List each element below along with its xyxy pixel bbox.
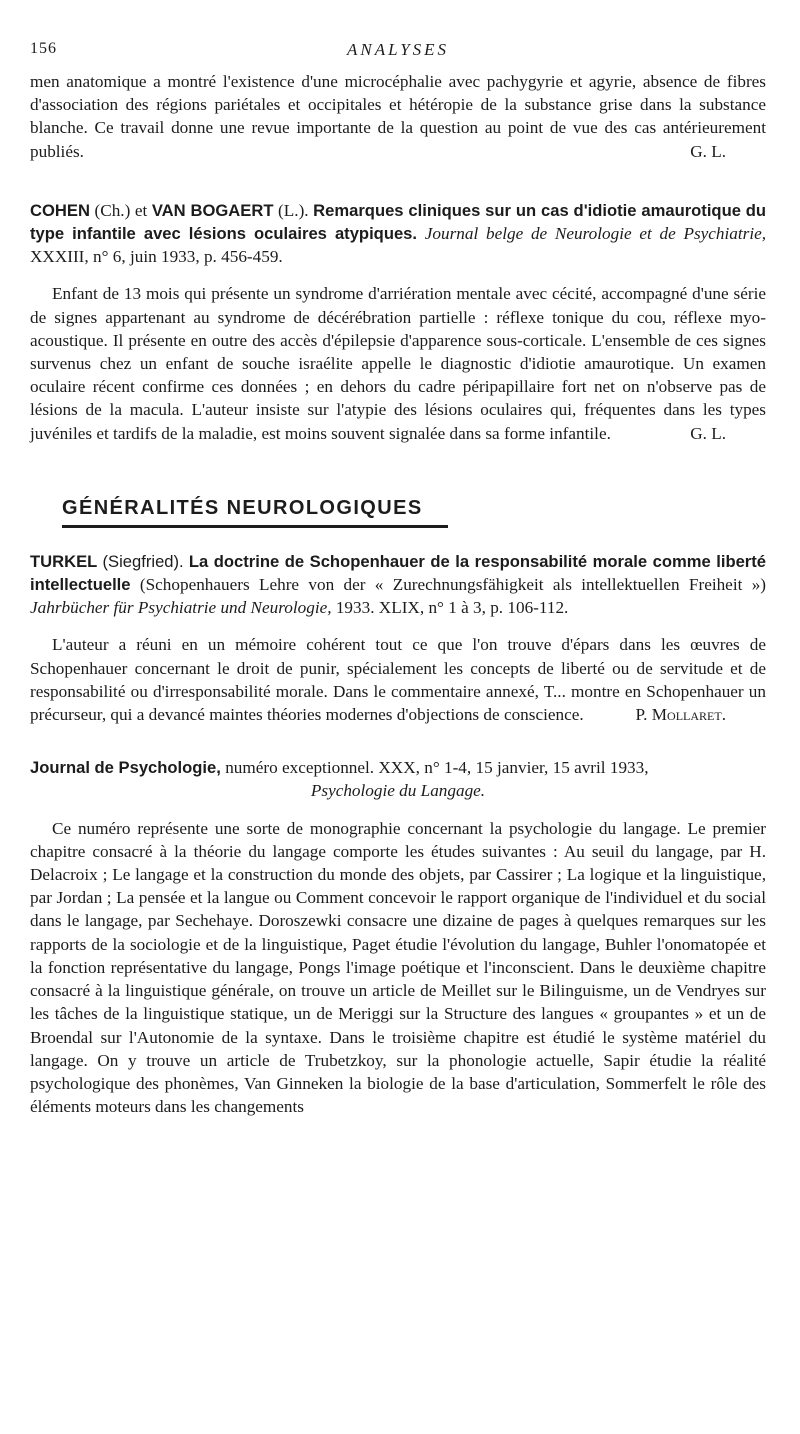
review1-author-second: VAN BOGAERT: [151, 200, 274, 220]
review1-signature: G. L.: [690, 423, 726, 443]
intro-text: men anatomique a montré l'existence d'une microcéphalie avec pachygyrie et agyrie, absence de fibres d'association des régions pariétales et occipitales et hétéropie de la substance grise dans la substance blanche. Ce travail donne une revue importante de la question au point de vue des cas antérieurement publiés.: [30, 72, 766, 161]
running-head: ANALYSES: [346, 40, 450, 59]
intro-signature: G. L.: [690, 141, 726, 161]
review2-author-initial: (Siegfried).: [102, 551, 184, 571]
section-title: GÉNÉRALITÉS NEUROLOGIQUES: [62, 497, 448, 528]
review1-citation: [30, 199, 766, 269]
review3-subtitle: Psychologie du Langage.: [310, 781, 486, 801]
review2-body-text: L'auteur a réuni en un mémoire cohérent tout ce que l'on trouve d'épars dans les œuvres de Schopenhauer concernant le droit de punir, spécialement les concepts de liberté ou de servitude et de responsabilité ou d'irresponsabilité morale. Dans le commentaire annexé, T... montre en Schopenhauer un précurseur, qui a devancé maintes théories modernes d'objections de conscience.: [30, 635, 766, 725]
review2-citation: [30, 550, 766, 620]
review2-title: La doctrine de Schopenhauer de la responsabilité morale comme liberté intellectuelle: [30, 551, 767, 595]
review1-author-first: COHEN: [30, 200, 90, 220]
review2-reference: 1933. XLIX, n° 1 à 3, p. 106-112.: [335, 598, 569, 618]
review1-reference: XXXIII, n° 6, juin 1933, p. 456-459.: [30, 247, 283, 267]
review1-title: Remarques cliniques sur un cas d'idiotie amaurotique du type infantile avec lésions oculaires atypiques.: [30, 200, 767, 244]
review3-details: numéro exceptionnel. XXX, n° 1-4, 15 janvier, 15 avril 1933,: [225, 758, 649, 778]
review2-signature: P. Mollaret.: [635, 705, 726, 725]
page-number: 156: [30, 40, 57, 57]
review1-body-text: Enfant de 13 mois qui présente un syndrome d'arriération mentale avec cécité, accompagné d'une série de signes appartenant au syndrome de décérébration partielle : réflexe tonique du cou, réflexe myo-acoustique. Il présente en outre des accès d'épilepsie d'apparence sous-corticale. L'ensemble de ces signes survenus chez un enfant de souche israélite appelle le diagnostic d'idiotie amaurotique. Un examen oculaire récent confirme ces données ; en dehors du cadre péripapillaire fort net on n'observe pas de lésions de la macula. L'auteur insiste sur l'atypie des lésions oculaires qui, fréquentes dans les types juvéniles et tardifs de la maladie, est moins souvent signalée dans sa forme infantile.: [30, 284, 766, 443]
review3-citation: [30, 756, 766, 779]
review2-body: [30, 633, 766, 726]
review3-journal-name: Journal de Psychologie,: [30, 758, 221, 778]
review1-conj: et: [134, 200, 148, 220]
page-header: [30, 0, 766, 70]
review1-author-second-initial: (L.).: [278, 200, 309, 220]
review2-author: TURKEL: [30, 551, 98, 571]
review1-body: [30, 282, 766, 444]
intro-paragraph: [30, 70, 766, 163]
review1-author-first-initial: (Ch.): [94, 200, 131, 220]
review3-body: Ce numéro représente une sorte de monographie concernant la psychologie du langage. Le premier chapitre consacré à la théorie du langage comporte les études suivantes : Au seuil du langage, par H. Delacroix ; Le langage et la construction du monde des objets, par Cassirer ; La logique et la linguistique, par Jordan ; La pensée et la langue ou Comment concevoir le rapport organique de l'individuel et du social dans le langage, par Sechehaye. Doroszewki consacre une dizaine de pages à quelques remarques sur les rapports de la sociologie et de la linguistique, Paget étudie l'évolution du langage, Buhler l'onomatopée et la fonction représentative du langage, Pongs l'image poétique et l'inconscient. Dans le deuxième chapitre consacré à la linguistique générale, on trouve un article de Meillet sur le Bilinguisme, un de Vendryes sur les tâches de la linguistique statique, un de Meriggi sur la Structure des langues « groupantes » et un de Broendal sur l'Autonomie de la syntaxe. Dans le troisième chapitre est étudié le système matériel du langage. On y trouve un article de Trubetzkoy, sur la phonologie actuelle, Sapir étudie la réalité psychologique des phonèmes, Van Ginneken la biologie de la base d'articulation, Sommerfelt le rôle des éléments moteurs dans les changements: [30, 818, 766, 1117]
review1-journal: Journal belge de Neurologie et de Psychiatrie,: [424, 224, 767, 244]
review2-original-title: (Schopenhauers Lehre von der « Zurechnungsfähigkeit als intellektuellen Freiheit »): [139, 575, 767, 595]
review2-journal: Jahrbücher für Psychiatrie und Neurologie,: [30, 598, 332, 618]
